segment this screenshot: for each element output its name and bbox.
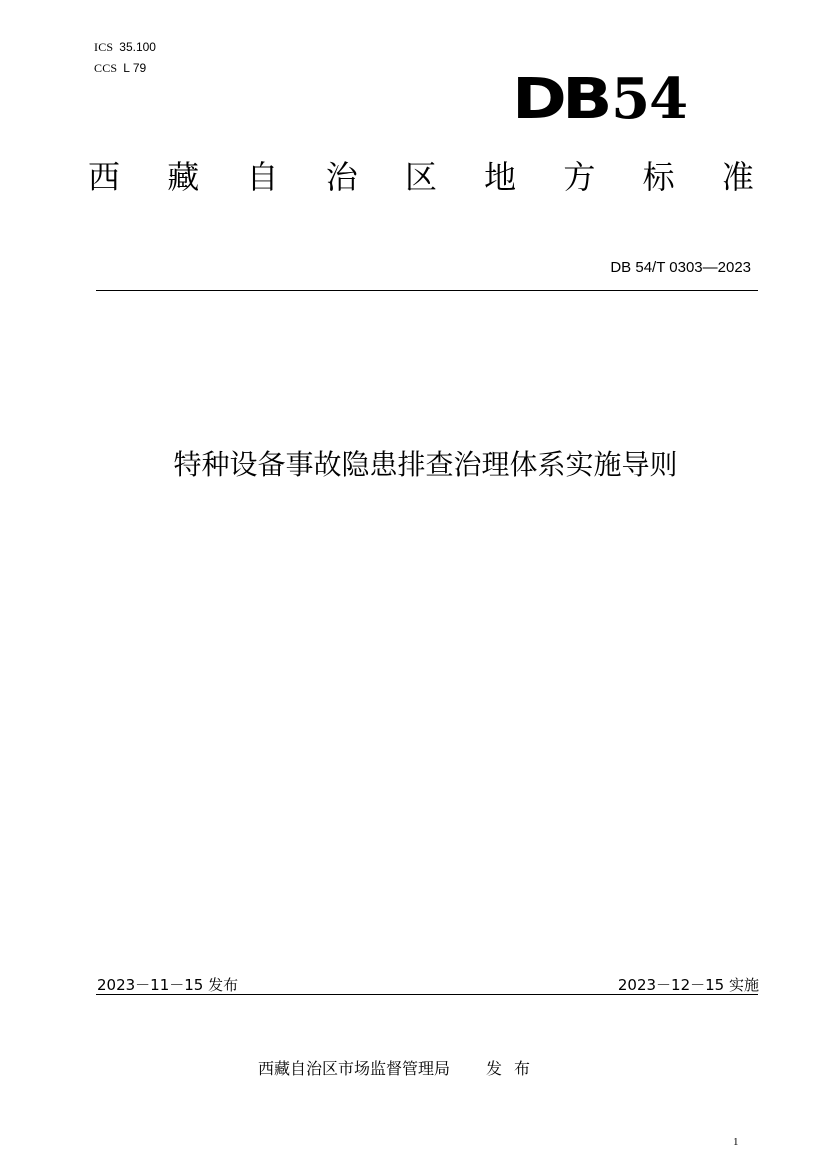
- standard-type-heading: [88, 157, 754, 197]
- publisher-name: 西藏自治区市场监督管理局: [258, 1059, 451, 1078]
- issue-date: 2023－11－15 发布: [97, 976, 239, 994]
- ics-code: [94, 40, 156, 55]
- standard-number: DB 54/T 0303—2023: [610, 259, 751, 276]
- page-number: 1: [733, 1136, 739, 1148]
- publish-action: 发布: [486, 1059, 543, 1078]
- document-title: 特种设备事故隐患排查治理体系实施导则: [173, 448, 678, 481]
- ics-value: 35.100: [119, 40, 156, 54]
- ccs-value: L 79: [123, 61, 147, 75]
- header-divider: [96, 290, 758, 291]
- standard-type-char: 西: [88, 158, 121, 196]
- footer-divider: [96, 994, 758, 995]
- standard-type-char: 标: [642, 158, 675, 196]
- db-standard-logo: [512, 67, 687, 132]
- ccs-code: [94, 61, 146, 76]
- standard-type-char: 方: [563, 158, 596, 196]
- standard-type-char: 藏: [167, 158, 200, 196]
- publisher-line: [258, 1056, 542, 1079]
- db-logo-prefix: DB: [512, 67, 608, 132]
- standard-type-char: 自: [246, 158, 279, 196]
- standard-type-char: 地: [484, 158, 517, 196]
- standard-type-char: 准: [721, 158, 754, 196]
- db-logo-number: 54: [611, 66, 688, 132]
- ics-label: ICS: [94, 40, 114, 54]
- standard-type-char: 治: [325, 158, 358, 196]
- standard-type-char: 区: [404, 158, 437, 196]
- ccs-label: CCS: [94, 61, 118, 75]
- implementation-date: 2023－12－15 实施: [617, 976, 759, 994]
